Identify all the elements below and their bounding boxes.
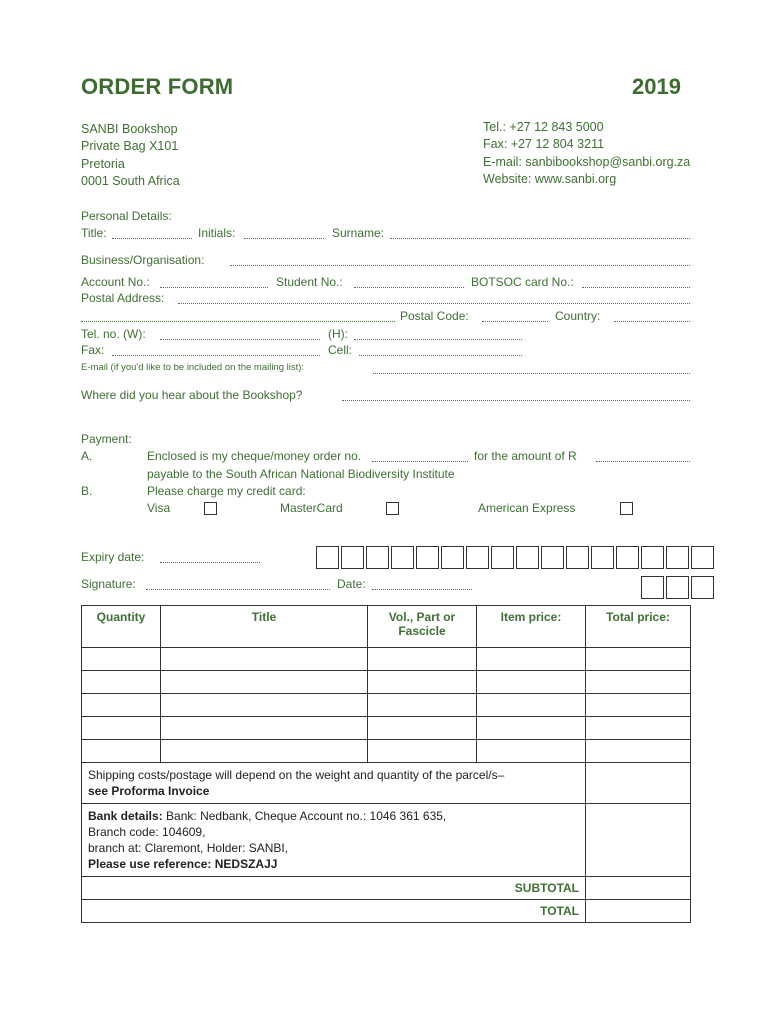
account-label: Account No.: <box>81 275 150 289</box>
bank-reference: Please use reference: NEDSZAJJ <box>88 857 278 871</box>
bank-line-3: branch at: Claremont, Holder: SANBI, <box>88 841 289 855</box>
card-digit-box[interactable] <box>466 546 489 569</box>
bank-line-2: Branch code: 104609, <box>88 825 206 839</box>
col-header-quantity: Quantity <box>82 606 161 648</box>
form-year: 2019 <box>632 74 681 99</box>
postal-address-label: Postal Address: <box>81 291 165 305</box>
cvv-digit-box[interactable] <box>641 576 664 599</box>
order-table <box>81 605 691 923</box>
payable-text: payable to the South African National Biodiversity Institute <box>147 467 455 481</box>
date-label: Date: <box>337 577 366 591</box>
postal-address-field-2[interactable] <box>81 321 395 322</box>
proforma-text: see Proforma Invoice <box>88 784 210 798</box>
table-cell[interactable] <box>82 717 161 740</box>
table-cell[interactable] <box>82 694 161 717</box>
contact-website: Website: www.sanbi.org <box>483 172 617 187</box>
initials-label: Initials: <box>198 226 236 240</box>
tel-home-label: (H): <box>328 327 348 341</box>
postal-code-field[interactable] <box>482 321 548 322</box>
table-cell[interactable] <box>477 740 586 763</box>
table-cell[interactable] <box>586 694 691 717</box>
payment-heading: Payment: <box>81 432 132 446</box>
bank-label: Bank details: <box>88 809 163 823</box>
amount-field[interactable] <box>596 461 690 462</box>
col-header-title: Title <box>161 606 368 648</box>
student-label: Student No.: <box>276 275 343 289</box>
amount-label: for the amount of R <box>474 449 577 463</box>
personal-details-heading: Personal Details: <box>81 209 172 223</box>
total-value[interactable] <box>586 900 691 923</box>
student-field[interactable] <box>354 287 464 288</box>
cheque-number-field[interactable] <box>372 461 468 462</box>
bookshop-address <box>81 121 180 191</box>
subtotal-value[interactable] <box>586 877 691 900</box>
card-digit-box[interactable] <box>441 546 464 569</box>
tel-home-field[interactable] <box>354 339 522 340</box>
contact-fax: Fax: +27 12 804 3211 <box>483 137 605 152</box>
card-digit-box[interactable] <box>666 546 689 569</box>
expiry-label: Expiry date: <box>81 550 145 564</box>
card-digit-box[interactable] <box>516 546 539 569</box>
tel-work-label: Tel. no. (W): <box>81 327 146 341</box>
col-header-item-price: Item price: <box>477 606 586 648</box>
credit-card-label: Please charge my credit card: <box>147 484 306 498</box>
business-label: Business/Organisation: <box>81 253 205 267</box>
signature-label: Signature: <box>81 577 136 591</box>
table-cell[interactable] <box>161 717 368 740</box>
contact-email: E-mail: sanbibookshop@sanbi.org.za <box>483 154 691 169</box>
postal-address-field[interactable] <box>178 303 690 304</box>
address-line: Pretoria <box>81 156 125 171</box>
table-cell[interactable] <box>161 694 368 717</box>
contact-details <box>483 119 690 189</box>
surname-label: Surname: <box>332 226 385 240</box>
card-digit-box[interactable] <box>641 546 664 569</box>
col-header-volume: Vol., Part or Fascicle <box>368 606 477 648</box>
page-title: ORDER FORM <box>81 74 234 99</box>
botsoc-field[interactable] <box>582 287 690 288</box>
table-cell[interactable] <box>82 740 161 763</box>
table-cell[interactable] <box>161 671 368 694</box>
table-cell[interactable] <box>368 671 477 694</box>
shipping-total-cell[interactable] <box>586 763 691 804</box>
date-field[interactable] <box>372 589 472 590</box>
title-field[interactable] <box>112 238 192 239</box>
account-field[interactable] <box>160 287 268 288</box>
cell-label: Cell: <box>328 343 353 357</box>
address-line: Private Bag X101 <box>81 139 179 154</box>
card-digit-box[interactable] <box>366 546 389 569</box>
title-label: Title: <box>81 226 107 240</box>
cheque-label: Enclosed is my cheque/money order no. <box>147 449 362 463</box>
bank-total-cell[interactable] <box>586 804 691 877</box>
table-cell[interactable] <box>368 740 477 763</box>
contact-tel: Tel.: +27 12 843 5000 <box>483 120 604 134</box>
option-b-marker: B. <box>81 484 93 498</box>
card-digit-box[interactable] <box>616 546 639 569</box>
card-digit-box[interactable] <box>316 546 339 569</box>
cvv-digit-box[interactable] <box>666 576 689 599</box>
business-field[interactable] <box>230 265 690 266</box>
table-cell[interactable] <box>477 671 586 694</box>
table-cell[interactable] <box>586 671 691 694</box>
table-cell[interactable] <box>161 648 368 671</box>
card-digit-box[interactable] <box>566 546 589 569</box>
shipping-row <box>82 763 691 804</box>
table-cell[interactable] <box>368 694 477 717</box>
visa-label: Visa <box>147 501 171 515</box>
table-cell[interactable] <box>82 671 161 694</box>
email-field[interactable] <box>373 373 690 374</box>
country-label: Country: <box>555 309 601 323</box>
amex-checkbox[interactable] <box>620 502 633 515</box>
table-cell[interactable] <box>586 740 691 763</box>
address-line: 0001 South Africa <box>81 174 180 189</box>
table-row <box>82 717 691 740</box>
card-digit-box[interactable] <box>491 546 514 569</box>
amex-label: American Express <box>478 501 576 515</box>
card-digit-box[interactable] <box>541 546 564 569</box>
mastercard-label: MasterCard <box>280 501 343 515</box>
table-row <box>82 740 691 763</box>
card-digit-box[interactable] <box>591 546 614 569</box>
table-cell[interactable] <box>477 717 586 740</box>
card-digit-box[interactable] <box>391 546 414 569</box>
card-digit-box[interactable] <box>691 546 714 569</box>
fax-label: Fax: <box>81 343 105 357</box>
initials-field[interactable] <box>244 238 324 239</box>
hear-field[interactable] <box>342 400 690 401</box>
table-cell[interactable] <box>586 717 691 740</box>
table-cell[interactable] <box>586 648 691 671</box>
signature-field[interactable] <box>146 589 330 590</box>
surname-field[interactable] <box>390 238 690 239</box>
bank-line-1: Bank: Nedbank, Cheque Account no.: 1046 361 635, <box>166 809 447 823</box>
table-row <box>82 671 691 694</box>
card-digit-box[interactable] <box>416 546 439 569</box>
table-cell[interactable] <box>161 740 368 763</box>
table-cell[interactable] <box>477 694 586 717</box>
table-header-row <box>82 606 691 648</box>
table-cell[interactable] <box>368 717 477 740</box>
hear-label: Where did you hear about the Bookshop? <box>81 388 303 402</box>
postal-code-label: Postal Code: <box>400 309 469 323</box>
total-row <box>82 900 691 923</box>
col-header-total-price: Total price: <box>586 606 691 648</box>
bank-row <box>82 804 691 877</box>
shipping-text: Shipping costs/postage will depend on the weight and quantity of the parcel/s– <box>88 768 505 782</box>
mastercard-checkbox[interactable] <box>386 502 399 515</box>
bank-details <box>82 804 586 877</box>
total-label: TOTAL <box>82 900 586 923</box>
expiry-field[interactable] <box>160 562 260 563</box>
table-cell[interactable] <box>368 648 477 671</box>
address-line: SANBI Bookshop <box>81 122 178 136</box>
card-digit-box[interactable] <box>341 546 364 569</box>
option-a-marker: A. <box>81 449 93 463</box>
country-field[interactable] <box>614 321 690 322</box>
table-cell[interactable] <box>477 648 586 671</box>
table-cell[interactable] <box>82 648 161 671</box>
cell-field[interactable] <box>359 355 522 356</box>
email-label: E-mail (if you'd like to be included on the mailing list): <box>81 362 305 373</box>
subtotal-row <box>82 877 691 900</box>
tel-work-field[interactable] <box>160 339 320 340</box>
table-row <box>82 694 691 717</box>
visa-checkbox[interactable] <box>204 502 217 515</box>
subtotal-label: SUBTOTAL <box>82 877 586 900</box>
table-row <box>82 648 691 671</box>
cvv-digit-box[interactable] <box>691 576 714 599</box>
shipping-note <box>82 763 586 804</box>
botsoc-label: BOTSOC card No.: <box>471 275 574 289</box>
fax-field[interactable] <box>112 355 320 356</box>
